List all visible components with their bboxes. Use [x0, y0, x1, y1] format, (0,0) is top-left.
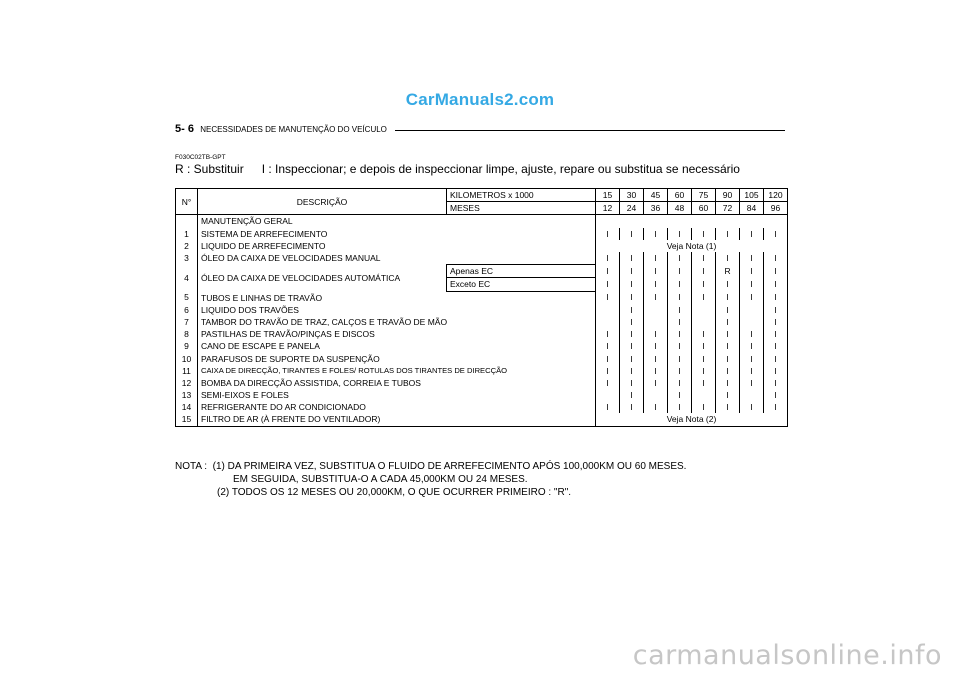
interval-cell: I [596, 252, 620, 265]
interval-cell: I [764, 304, 788, 316]
interval-cell: I [596, 340, 620, 352]
interval-cell: I [644, 401, 668, 413]
table-row [176, 328, 788, 340]
interval-cell: I [716, 377, 740, 389]
interval-cell: I [764, 389, 788, 401]
table-row [176, 352, 788, 364]
interval-cell: I [716, 304, 740, 316]
interval-cell: I [716, 228, 740, 240]
header-rule [395, 130, 785, 131]
row-description: CANO DE ESCAPE E PANELA [198, 340, 596, 352]
table-row [176, 389, 788, 401]
notes [175, 460, 686, 499]
row-description: LIQUIDO DOS TRAVÕES [198, 304, 596, 316]
interval-cell: I [596, 278, 620, 291]
legend-replace: R : Substituir [175, 162, 244, 176]
row-description: BOMBA DA DIRECÇÃO ASSISTIDA, CORREIA E TUBOS [198, 377, 596, 389]
km-header: 120 [764, 189, 788, 202]
interval-cell: I [692, 377, 716, 389]
km-header: 30 [620, 189, 644, 202]
reference-code: F030C02TB-GPT [175, 154, 226, 161]
interval-cell: I [740, 228, 764, 240]
interval-cell: I [596, 291, 620, 304]
interval-cell: I [764, 352, 788, 364]
interval-cell: R [716, 265, 740, 278]
watermark-bottom: carmanualsonline.info [632, 640, 942, 671]
interval-cell: I [692, 252, 716, 265]
interval-cell: I [716, 316, 740, 328]
interval-cell: I [668, 365, 692, 377]
row-number: 1 [176, 228, 198, 240]
row-number: 14 [176, 401, 198, 413]
interval-cell: I [740, 340, 764, 352]
row-number: 15 [176, 413, 198, 426]
table-row [176, 316, 788, 328]
row-number: 9 [176, 340, 198, 352]
interval-cell: I [740, 365, 764, 377]
header-row-km [176, 189, 788, 202]
interval-cell: I [668, 228, 692, 240]
interval-cell: I [764, 265, 788, 278]
interval-cell: I [668, 316, 692, 328]
interval-cell [740, 316, 764, 328]
row-number: 3 [176, 252, 198, 265]
interval-cell: I [668, 352, 692, 364]
interval-cell: I [692, 328, 716, 340]
row-description: ÓLEO DA CAIXA DE VELOCIDADES AUTOMÁTICA [198, 265, 447, 291]
interval-cell: I [716, 389, 740, 401]
interval-cell: I [764, 365, 788, 377]
km-header: 75 [692, 189, 716, 202]
interval-cell: I [620, 377, 644, 389]
row-description: TAMBOR DO TRAVÃO DE TRAZ, CALÇOS E TRAVÃO DE MÃO [198, 316, 596, 328]
col-header-description: DESCRIÇÃO [198, 189, 447, 215]
interval-cell: I [692, 352, 716, 364]
row-number: 5 [176, 291, 198, 304]
interval-cell: I [668, 389, 692, 401]
row-description: LIQUIDO DE ARREFECIMENTO [198, 240, 596, 252]
interval-cell: I [644, 377, 668, 389]
legend [175, 162, 740, 176]
interval-cell: I [620, 389, 644, 401]
months-header: 48 [668, 202, 692, 215]
interval-cell: I [644, 328, 668, 340]
interval-cell: I [692, 365, 716, 377]
table-row [176, 413, 788, 426]
row-number: 12 [176, 377, 198, 389]
interval-cell: I [692, 265, 716, 278]
interval-cell: I [644, 365, 668, 377]
sub-variant-label: Exceto EC [447, 278, 596, 291]
interval-cell: I [740, 401, 764, 413]
interval-cell [740, 389, 764, 401]
interval-cell [644, 389, 668, 401]
km-label: KILOMETROS x 1000 [447, 189, 596, 202]
interval-cell: I [764, 278, 788, 291]
months-header: 36 [644, 202, 668, 215]
interval-note: Veja Nota (2) [596, 413, 788, 426]
general-maintenance-label: MANUTENÇÃO GERAL [198, 215, 596, 228]
months-header: 12 [596, 202, 620, 215]
table-row [176, 377, 788, 389]
interval-cell: I [740, 265, 764, 278]
table-row [176, 252, 788, 265]
months-header: 24 [620, 202, 644, 215]
row-description: REFRIGERANTE DO AR CONDICIONADO [198, 401, 596, 413]
section-title: NECESSIDADES DE MANUTENÇÃO DO VEÍCULO [200, 125, 387, 134]
months-header: 96 [764, 202, 788, 215]
interval-cell: I [596, 377, 620, 389]
interval-cell: I [716, 291, 740, 304]
interval-cell [596, 316, 620, 328]
interval-cell: I [716, 365, 740, 377]
interval-cell: I [620, 304, 644, 316]
interval-cell [644, 316, 668, 328]
note-1-line-2: EM SEGUIDA, SUBSTITUA-O A CADA 45,000KM OU 24 MESES. [233, 474, 528, 485]
row-description: PASTILHAS DE TRAVÃO/PINÇAS E DISCOS [198, 328, 596, 340]
interval-cell: I [716, 328, 740, 340]
row-number: 11 [176, 365, 198, 377]
legend-inspect: I : Inspeccionar; e depois de inspeccionar limpe, ajuste, repare ou substitua se necessário [261, 162, 740, 176]
row-number: 10 [176, 352, 198, 364]
watermark-top: CarManuals2.com [405, 90, 555, 109]
interval-cell: I [644, 252, 668, 265]
interval-cell: I [668, 328, 692, 340]
table-row [176, 240, 788, 252]
interval-cell: I [716, 352, 740, 364]
interval-cell: I [692, 228, 716, 240]
interval-cell: I [740, 352, 764, 364]
interval-cell: I [716, 401, 740, 413]
interval-cell: I [620, 278, 644, 291]
interval-cell: I [596, 328, 620, 340]
months-header: 60 [692, 202, 716, 215]
interval-cell: I [620, 228, 644, 240]
interval-cell: I [764, 377, 788, 389]
km-header: 105 [740, 189, 764, 202]
table-row [176, 401, 788, 413]
notes-label: NOTA : [175, 461, 208, 472]
interval-cell: I [620, 365, 644, 377]
interval-cell: I [644, 291, 668, 304]
row-description: SISTEMA DE ARREFECIMENTO [198, 228, 596, 240]
interval-cell: I [740, 377, 764, 389]
interval-cell: I [668, 278, 692, 291]
interval-cell: I [764, 228, 788, 240]
interval-cell: I [716, 340, 740, 352]
months-header: 72 [716, 202, 740, 215]
interval-cell: I [668, 340, 692, 352]
interval-cell: I [668, 291, 692, 304]
col-header-no: N° [176, 189, 198, 215]
note-2: (2) TODOS OS 12 MESES OU 20,000KM, O QUE OCURRER PRIMEIRO : "R". [217, 487, 572, 498]
interval-cell: I [596, 265, 620, 278]
row-description: ÓLEO DA CAIXA DE VELOCIDADES MANUAL [198, 252, 596, 265]
table-row [176, 265, 788, 278]
interval-cell: I [692, 401, 716, 413]
row-number: 4 [176, 265, 198, 291]
interval-cell: I [668, 304, 692, 316]
interval-cell: I [668, 401, 692, 413]
sub-variant-label: Apenas EC [447, 265, 596, 278]
interval-cell [644, 304, 668, 316]
interval-cell: I [764, 401, 788, 413]
table-row [176, 228, 788, 240]
interval-cell [596, 304, 620, 316]
table-row [176, 304, 788, 316]
km-header: 45 [644, 189, 668, 202]
months-header: 84 [740, 202, 764, 215]
interval-cell: I [764, 340, 788, 352]
interval-cell: I [668, 377, 692, 389]
row-description: PARAFUSOS DE SUPORTE DA SUSPENÇÃO [198, 352, 596, 364]
note-1-line-1: (1) DA PRIMEIRA VEZ, SUBSTITUA O FLUIDO DE ARREFECIMENTO APÓS 100,000KM OU 60 MESES. [212, 461, 687, 472]
row-description: CAIXA DE DIRECÇÃO, TIRANTES E FOLES/ ROTULAS DOS TIRANTES DE DIRECÇÃO [198, 365, 596, 377]
table-row [176, 291, 788, 304]
page-number: 5- 6 [175, 123, 194, 135]
interval-cell: I [764, 252, 788, 265]
page-header [175, 123, 387, 135]
table-row [176, 365, 788, 377]
interval-cell [596, 215, 788, 228]
km-header: 15 [596, 189, 620, 202]
interval-cell: I [644, 228, 668, 240]
row-number [176, 215, 198, 228]
interval-cell: I [644, 265, 668, 278]
interval-cell: I [620, 401, 644, 413]
row-number: 2 [176, 240, 198, 252]
row-number: 7 [176, 316, 198, 328]
interval-cell: I [692, 291, 716, 304]
interval-cell: I [764, 328, 788, 340]
interval-cell [692, 304, 716, 316]
row-description: FILTRO DE AR (À FRENTE DO VENTILADOR) [198, 413, 596, 426]
interval-cell: I [620, 352, 644, 364]
interval-cell: I [692, 278, 716, 291]
interval-cell [692, 316, 716, 328]
row-number: 6 [176, 304, 198, 316]
maintenance-schedule-table [175, 188, 788, 427]
interval-cell: I [764, 291, 788, 304]
km-header: 60 [668, 189, 692, 202]
interval-cell: I [620, 316, 644, 328]
row-number: 13 [176, 389, 198, 401]
km-header: 90 [716, 189, 740, 202]
interval-cell: I [668, 265, 692, 278]
row-number: 8 [176, 328, 198, 340]
interval-cell: I [596, 228, 620, 240]
interval-cell: I [740, 291, 764, 304]
interval-cell: I [644, 278, 668, 291]
interval-cell: I [740, 328, 764, 340]
interval-cell [740, 304, 764, 316]
interval-cell: I [620, 265, 644, 278]
interval-cell: I [716, 278, 740, 291]
interval-cell: I [596, 365, 620, 377]
interval-cell: I [596, 401, 620, 413]
row-description: SEMI-EIXOS E FOLES [198, 389, 596, 401]
interval-cell: I [692, 340, 716, 352]
interval-cell: I [740, 252, 764, 265]
interval-cell: I [620, 328, 644, 340]
interval-cell: I [644, 352, 668, 364]
interval-cell: I [620, 252, 644, 265]
interval-cell: I [620, 291, 644, 304]
interval-cell: I [644, 340, 668, 352]
interval-cell: I [620, 340, 644, 352]
table-row [176, 340, 788, 352]
interval-note: Veja Nota (1) [596, 240, 788, 252]
interval-cell [596, 389, 620, 401]
row-description: TUBOS E LINHAS DE TRAVÃO [198, 291, 596, 304]
general-maintenance-row [176, 215, 788, 228]
interval-cell [692, 389, 716, 401]
interval-cell: I [740, 278, 764, 291]
interval-cell: I [716, 252, 740, 265]
interval-cell: I [668, 252, 692, 265]
months-label: MESES [447, 202, 596, 215]
interval-cell: I [596, 352, 620, 364]
interval-cell: I [764, 316, 788, 328]
